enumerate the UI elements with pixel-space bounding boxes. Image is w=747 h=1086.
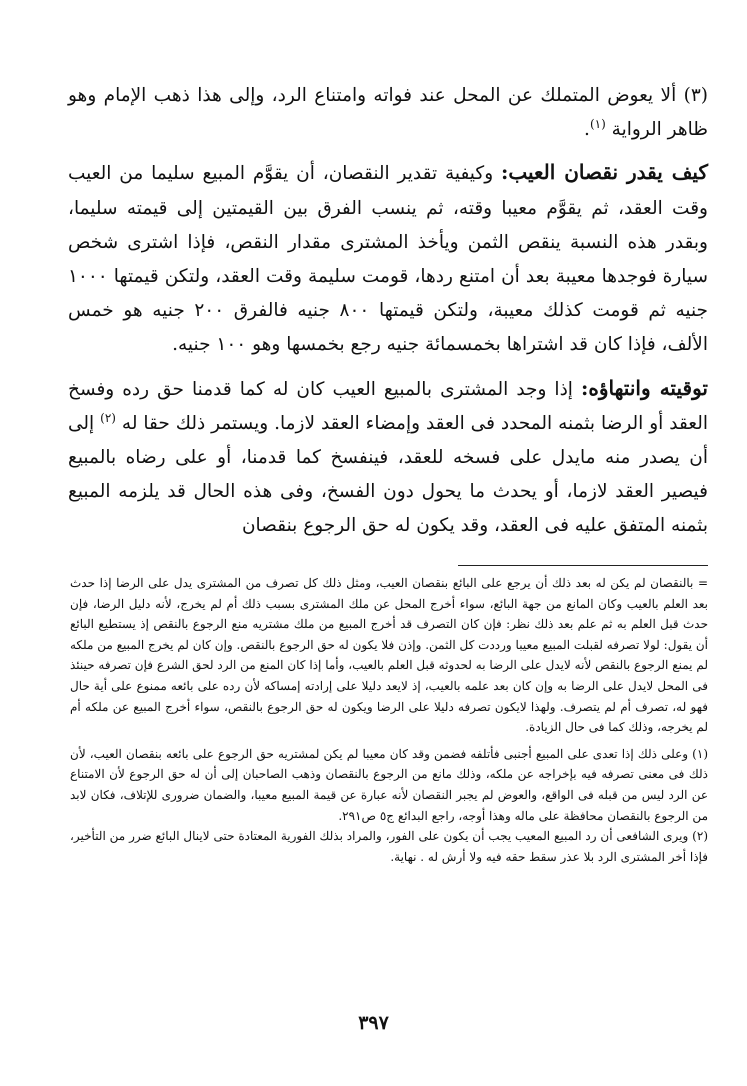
paragraph-text: إلى أن يصدر منه مايدل على فسخه للعقد، فينفسخ كما قدمنا، أو على رضاه بالمبيع فيصير العقد لازما، أو يحدث ما يحول دون الفسخ، وفى هذه الحال قد يلزمه المبيع بثمنه المتفق عليه فى العقد، وقد يكون له حق الرجوع بنقصان [68, 412, 708, 537]
section-heading-timing: توقيته وانتهاؤه: [580, 375, 708, 400]
main-text [68, 79, 708, 544]
paragraph-text: إذا وجد المشترى بالمبيع العيب كان له كما قدمنا حق رده وفسخ العقد أو الرضا بثمنه المحدد فى العقد وإمضاء العقد لازما. ويستمر ذلك حقا له [68, 378, 709, 434]
footnote-2: (٢) ويرى الشافعى أن رد المبيع المعيب يجب أن يكون على الفور، والمراد بذلك الفورية المعتادة حتى لاينال البائع ضرر من التأخير، فإذا أخر المشترى الرد بلا عذر سقط حقه فيه ولا أرش له . نهاية. [70, 829, 708, 864]
paragraph-text: وكيفية تقدير النقصان، أن يقوَّم المبيع سليما من العيب وقت العقد، ثم يقوَّم معيبا وقته، ثم ينسب الفرق بين القيمتين إلى قيمته سليما، وبقدر هذه النسبة ينقص الثمن ويأخذ المشترى مقدار النقص، فإذا اشترى شخص سيارة فوجدها معيبة بعد أن امتنع ردها، قومت سليمة وقت العقد، ولتكن قيمتها ١٠٠٠ جنيه ثم قومت كذلك معيبة، ولتكن قيمتها ٨٠٠ جنيه فالفرق ٢٠٠ جنيه هو خمس الألف، فإذا كان قد اشتراها بخمسمائة جنيه رجع بخمسها وهو ١٠٠ جنيه. [68, 163, 708, 356]
footnote-1: (١) وعلى ذلك إذا تعدى على المبيع أجنبى فأتلفه فضمن وقد كان معيبا لم يكن لمشتريه حق الرجوع على بائعه بنقصان العيب، لأن ذلك فى معنى تصرفه فيه بإخراجه عن ملكه، وذلك مانع من الرجوع بالنقصان وذهب الصاحبان إلى أن له حق الرجوع لأن الامتناع عن الرد ليس من قبله فى الواقع، والعوض لم يجبر النقصان لأنه عبارة عن قيمة المبيع معيبا، والضمان ضرورى للإتلاف، فكان لابد من الرجوع بالنقصان محافظة على ماله وهذا أوجه، راجع البدائع ج٥ ص٢٩١. [70, 746, 708, 823]
footnotes [70, 573, 708, 867]
paragraph-timing [68, 371, 708, 544]
section-heading-defect-estimation: كيف يقدر نقصان العيب: [500, 160, 708, 185]
paragraph-text: (٣) ألا يعوض المتملك عن المحل عند فواته وامتناع الرد، وإلى هذا ذهب الإمام وهو ظاهر الرواية [68, 85, 708, 141]
footnote-continued: = بالنقصان لم يكن له بعد ذلك أن يرجع على البائع بنقصان العيب، ومثل ذلك كل تصرف من المشترى يدل على الرضا إذا حدث بعد العلم بالعيب وكان المانع من جهة البائع، سواء أخرج المحل عن ملك المشترى بسبب ذلك أم لم يخرج، لأنه دليل الرضا، فإن حدث قبل العلم به ثم علم بعد ذلك نظر: فإن كان التصرف قد أخرج المبيع من ملك مشتريه منع الرجوع بالنقص إذ يستطيع البائع أن يقول: لولا تصرفه لقبلت المبيع معيبا ورددت كل الثمن. وإذن فلا يكون له حق الرجوع بالنقص. وإن كان لم يخرج المبيع من ملكه لم يمنع الرجوع بالنقص لأنه لايدل على الرضا به لحدوثه قبل العلم بالعيب، وأما إذا كان المنع من الرد لحق الشرع فإن تصرفه حينئذ فى المحل لايدل على الرضا به وإن كان بعد علمه بالعيب، إذ لايعد دليلا على إرادته إمساكه لأن رده على بائعه ممنوع على أية حال فهو له، تصرف أم لم يتصرف. ولهذا لايكون تصرفه دليلا على الرضا ويكون له حق الرجوع بالنقص، سواء أخرج المبيع عن ملكه أم لم يخرجه، وذلك كما فى حال الزيادة. [70, 576, 708, 735]
footnote-ref-1: (١) [589, 117, 606, 132]
paragraph-defect-estimation [68, 155, 708, 362]
footnote-divider [458, 565, 708, 566]
paragraph-end: . [584, 119, 590, 141]
page-number: ٣٩٧ [358, 1012, 389, 1034]
paragraph-condition-3 [68, 79, 708, 147]
footnote-ref-2: (٢) [100, 410, 116, 425]
